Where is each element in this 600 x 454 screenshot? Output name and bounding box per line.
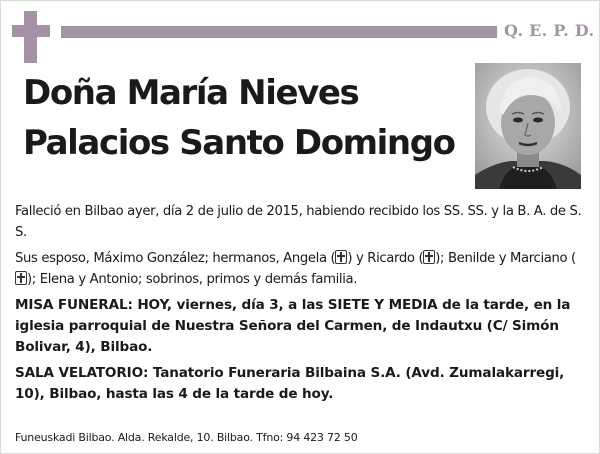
death-notice-paragraph: Falleció en Bilbao ayer, día 2 de julio de 2015, habiendo recibido los SS. SS. y la B. A. de S. S. xyxy=(15,204,582,240)
deceased-name-line2: Palacios Santo Domingo xyxy=(23,123,455,163)
deceased-name-line1: Doña María Nieves xyxy=(23,73,359,113)
deceased-cross-icon xyxy=(335,250,347,264)
cross-icon xyxy=(12,11,50,63)
funeral-home-footer: Funeuskadi Bilbao. Alda. Rekalde, 10. Bilbao. Tfno: 94 423 72 50 xyxy=(15,431,358,444)
qepd-label: Q. E. P. D. xyxy=(504,21,595,40)
header-divider xyxy=(61,26,497,38)
family-paragraph: Sus esposo, Máximo González; hermanos, Angela ( ) y Ricardo ( ); Benilde y Marciano (); Elena y Antonio; sobrinos, primos y demás familia. xyxy=(15,251,576,287)
obituary-body xyxy=(15,201,587,410)
portrait-photo xyxy=(475,63,581,189)
deceased-cross-icon xyxy=(15,271,27,285)
wake-room-paragraph: SALA VELATORIO: Tanatorio Funeraria Bilbaina S.A. (Avd. Zumalakarregi, 10), Bilbao, hasta las 4 de la tarde de hoy. xyxy=(15,365,565,402)
portrait-image xyxy=(475,63,581,189)
deceased-name xyxy=(23,68,455,168)
deceased-cross-icon xyxy=(423,250,435,264)
funeral-mass-paragraph: MISA FUNERAL: HOY, viernes, día 3, a las SIETE Y MEDIA de la tarde, en la iglesia parroquial de Nuestra Señora del Carmen, de Indautxu (C/ Simón Bolivar, 4), Bilbao. xyxy=(15,297,571,355)
